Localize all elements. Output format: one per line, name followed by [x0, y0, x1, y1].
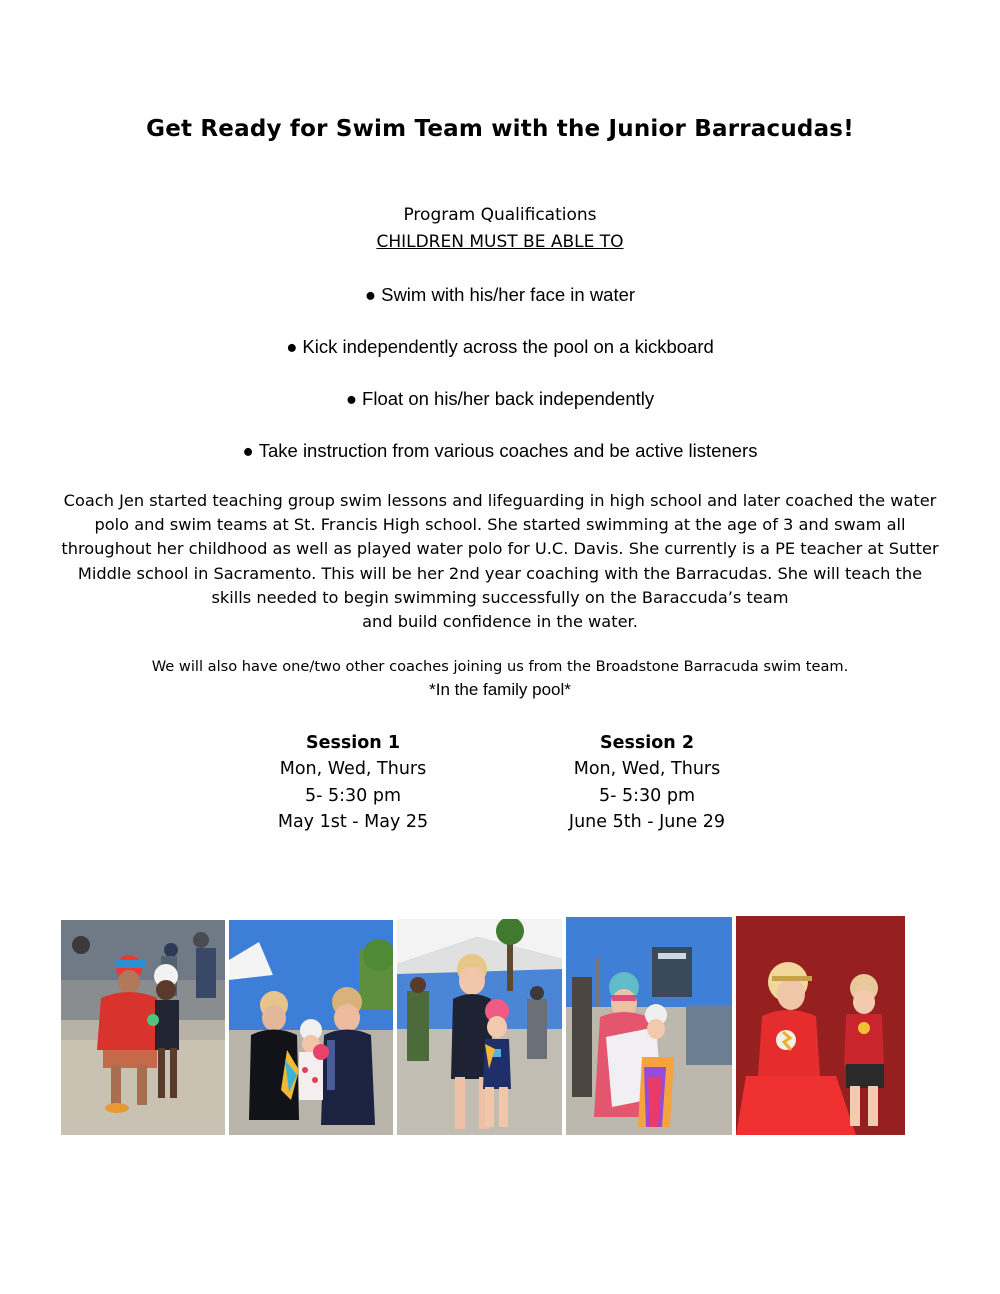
photo-coach-with-rainbow-towel — [566, 917, 732, 1135]
session-1-block — [233, 730, 473, 836]
pool-note: *In the family pool* — [429, 680, 571, 699]
bio-line: Middle school in Sacramento. This will be her 2nd year coaching with the Barracudas. She will teach the — [77, 563, 923, 583]
qualification-text: Take instruction from various coaches and be active listeners — [258, 440, 758, 461]
bullet-icon: ● — [286, 336, 298, 357]
coach-bio — [40, 489, 960, 634]
qualifications-heading: Program Qualifications — [403, 205, 597, 225]
bullet-icon: ● — [364, 284, 377, 305]
list-item — [0, 387, 1000, 439]
list-item — [0, 283, 1000, 335]
list-item — [0, 335, 1000, 387]
qualifications-subheading: CHILDREN MUST BE ABLE TO — [376, 232, 624, 252]
qualification-text: Swim with his/her face in water — [381, 284, 636, 305]
photo-two-coaches-with-child — [229, 920, 393, 1135]
bullet-icon: ● — [345, 388, 358, 409]
qualifications-list — [0, 283, 1000, 491]
bullet-icon: ● — [242, 440, 254, 461]
photo-two-girls-under-canopy — [397, 919, 562, 1135]
page-title: Get Ready for Swim Team with the Junior Barracudas! — [146, 116, 854, 142]
bio-line: and build confidence in the water. — [362, 612, 638, 632]
coaches-note: We will also have one/two other coaches joining us from the Broadstone Barracuda swim team. — [151, 658, 849, 675]
bio-line: polo and swim teams at St. Francis High school. She started swimming at the age of 3 and swam all — [94, 515, 906, 535]
session-time: 5- 5:30 pm — [598, 785, 696, 806]
session-title: Session 2 — [599, 733, 695, 753]
bio-line: throughout her childhood as well as played water polo for U.C. Davis. She currently is a PE teacher at Sutter — [61, 539, 939, 559]
session-2-block — [527, 730, 767, 836]
session-days: Mon, Wed, Thurs — [279, 759, 427, 780]
session-days: Mon, Wed, Thurs — [573, 759, 721, 780]
photo-coach-and-swimmer — [61, 920, 225, 1135]
bio-line: skills needed to begin swimming successfully on the Baraccuda’s team — [211, 587, 789, 607]
qualification-text: Float on his/her back independently — [362, 388, 655, 409]
session-dates: May 1st - May 25 — [277, 812, 429, 833]
session-dates: June 5th - June 29 — [568, 812, 726, 833]
session-time: 5- 5:30 pm — [304, 785, 402, 806]
bio-line: Coach Jen started teaching group swim lessons and lifeguarding in high school and later coached the water — [63, 491, 937, 510]
qualification-text: Kick independently across the pool on a kickboard — [302, 336, 714, 357]
photo-costumes-red-wall — [736, 916, 905, 1135]
list-item — [0, 439, 1000, 491]
session-title: Session 1 — [305, 733, 401, 753]
